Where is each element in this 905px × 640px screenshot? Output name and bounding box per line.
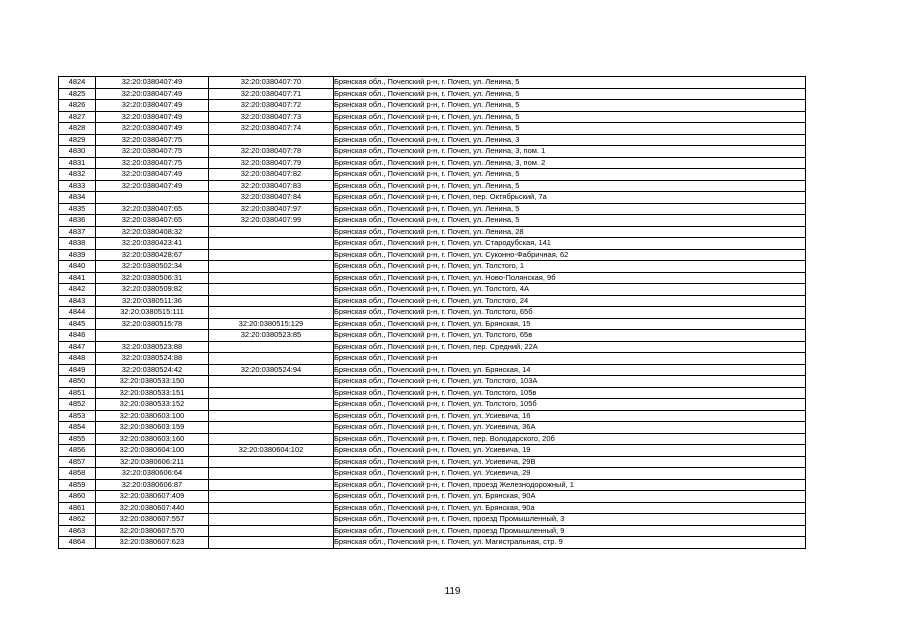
row-number-cell: 4828: [59, 123, 96, 135]
table-row: [59, 376, 806, 388]
address-cell: Брянская обл., Почепский р-н, г. Почеп, ул. Ленина, 5: [334, 123, 806, 135]
row-number-cell: 4850: [59, 376, 96, 388]
cadastral-number-cell: 32:20:0380524:42: [96, 364, 209, 376]
cadastral-number-cell: 32:20:0380407:49: [96, 123, 209, 135]
address-cell: Брянская обл., Почепский р-н, г. Почеп, проезд Промышленный, 3: [334, 514, 806, 526]
object-cadastral-number-cell: 32:20:0380523:85: [209, 330, 334, 342]
object-cadastral-number-cell: [209, 456, 334, 468]
cadastral-number-cell: 32:20:0380428:67: [96, 249, 209, 261]
row-number-cell: 4825: [59, 88, 96, 100]
address-cell: Брянская обл., Почепский р-н, г. Почеп, ул. Толстого, 103А: [334, 376, 806, 388]
cadastral-number-cell: 32:20:0380523:88: [96, 341, 209, 353]
row-number-cell: 4854: [59, 422, 96, 434]
row-number-cell: 4860: [59, 491, 96, 503]
address-cell: Брянская обл., Почепский р-н, г. Почеп, ул. Ленина, 5: [334, 215, 806, 227]
object-cadastral-number-cell: [209, 514, 334, 526]
address-cell: Брянская обл., Почепский р-н, г. Почеп, ул. Ленина, 5: [334, 100, 806, 112]
row-number-cell: 4833: [59, 180, 96, 192]
table-row: [59, 134, 806, 146]
row-number-cell: 4834: [59, 192, 96, 204]
object-cadastral-number-cell: [209, 226, 334, 238]
row-number-cell: 4827: [59, 111, 96, 123]
table-row: [59, 387, 806, 399]
row-number-cell: 4843: [59, 295, 96, 307]
object-cadastral-number-cell: [209, 387, 334, 399]
object-cadastral-number-cell: [209, 399, 334, 411]
table-row: [59, 192, 806, 204]
cadastral-number-cell: 32:20:0380603:160: [96, 433, 209, 445]
table-row: [59, 537, 806, 549]
address-cell: Брянская обл., Почепский р-н, г. Почеп, ул. Ленина, 3: [334, 134, 806, 146]
object-cadastral-number-cell: [209, 238, 334, 250]
row-number-cell: 4842: [59, 284, 96, 296]
table-row: [59, 203, 806, 215]
table-row: [59, 468, 806, 480]
row-number-cell: 4826: [59, 100, 96, 112]
cadastral-number-cell: 32:20:0380407:65: [96, 203, 209, 215]
row-number-cell: 4841: [59, 272, 96, 284]
cadastral-number-cell: 32:20:0380407:75: [96, 134, 209, 146]
address-cell: Брянская обл., Почепский р-н, г. Почеп, ул. Толстого, 1: [334, 261, 806, 273]
address-cell: Брянская обл., Почепский р-н, г. Почеп, ул. Усиевича, 36А: [334, 422, 806, 434]
address-cell: Брянская обл., Почепский р-н, г. Почеп, ул. Ленина, 5: [334, 111, 806, 123]
address-cell: Брянская обл., Почепский р-н, г. Почеп, ул. Толстого, 24: [334, 295, 806, 307]
table-row: [59, 491, 806, 503]
table-row: [59, 364, 806, 376]
table-row: [59, 479, 806, 491]
row-number-cell: 4856: [59, 445, 96, 457]
table-row: [59, 456, 806, 468]
table-row: [59, 295, 806, 307]
registry-table-body: [59, 77, 806, 549]
table-row: [59, 238, 806, 250]
table-row: [59, 77, 806, 89]
table-row: [59, 445, 806, 457]
address-cell: Брянская обл., Почепский р-н, г. Почеп, ул. Толстого, 105б: [334, 399, 806, 411]
table-row: [59, 399, 806, 411]
object-cadastral-number-cell: [209, 353, 334, 365]
address-cell: Брянская обл., Почепский р-н, г. Почеп, ул. Брянская, 90а: [334, 502, 806, 514]
object-cadastral-number-cell: 32:20:0380604:102: [209, 445, 334, 457]
address-cell: Брянская обл., Почепский р-н, г. Почеп, ул. Суконно-Фабричная, 62: [334, 249, 806, 261]
table-row: [59, 146, 806, 158]
row-number-cell: 4849: [59, 364, 96, 376]
address-cell: Брянская обл., Почепский р-н, г. Почеп, ул. Стародубская, 141: [334, 238, 806, 250]
cadastral-number-cell: 32:20:0380607:557: [96, 514, 209, 526]
cadastral-number-cell: 32:20:0380606:87: [96, 479, 209, 491]
row-number-cell: 4859: [59, 479, 96, 491]
row-number-cell: 4862: [59, 514, 96, 526]
cadastral-number-cell: 32:20:0380407:49: [96, 180, 209, 192]
object-cadastral-number-cell: [209, 410, 334, 422]
address-cell: Брянская обл., Почепский р-н, г. Почеп, ул. Толстого, 105в: [334, 387, 806, 399]
row-number-cell: 4844: [59, 307, 96, 319]
cadastral-number-cell: 32:20:0380407:49: [96, 169, 209, 181]
cadastral-number-cell: 32:20:0380604:100: [96, 445, 209, 457]
row-number-cell: 4846: [59, 330, 96, 342]
address-cell: Брянская обл., Почепский р-н, г. Почеп, ул. Брянская, 90А: [334, 491, 806, 503]
row-number-cell: 4837: [59, 226, 96, 238]
table-row: [59, 215, 806, 227]
object-cadastral-number-cell: [209, 468, 334, 480]
address-cell: Брянская обл., Почепский р-н, г. Почеп, пер. Володарского, 20б: [334, 433, 806, 445]
object-cadastral-number-cell: 32:20:0380407:71: [209, 88, 334, 100]
object-cadastral-number-cell: 32:20:0380407:73: [209, 111, 334, 123]
object-cadastral-number-cell: [209, 295, 334, 307]
cadastral-number-cell: 32:20:0380533:150: [96, 376, 209, 388]
cadastral-number-cell: 32:20:0380524:88: [96, 353, 209, 365]
address-cell: Брянская обл., Почепский р-н, г. Почеп, ул. Ленина, 5: [334, 77, 806, 89]
cadastral-number-cell: 32:20:0380607:440: [96, 502, 209, 514]
address-cell: Брянская обл., Почепский р-н, г. Почеп, проезд Промышленный, 9: [334, 525, 806, 537]
cadastral-number-cell: 32:20:0380515:78: [96, 318, 209, 330]
object-cadastral-number-cell: [209, 479, 334, 491]
property-registry-table: [58, 76, 806, 549]
row-number-cell: 4861: [59, 502, 96, 514]
row-number-cell: 4830: [59, 146, 96, 158]
cadastral-number-cell: 32:20:0380407:49: [96, 111, 209, 123]
address-cell: Брянская обл., Почепский р-н, г. Почеп, ул. Усиевича, 29В: [334, 456, 806, 468]
address-cell: Брянская обл., Почепский р-н, г. Почеп, ул. Ленина, 5: [334, 180, 806, 192]
cadastral-number-cell: [96, 330, 209, 342]
row-number-cell: 4848: [59, 353, 96, 365]
address-cell: Брянская обл., Почепский р-н, г. Почеп, ул. Усиевича, 29: [334, 468, 806, 480]
row-number-cell: 4852: [59, 399, 96, 411]
address-cell: Брянская обл., Почепский р-н, г. Почеп, ул. Толстого, 65в: [334, 330, 806, 342]
object-cadastral-number-cell: 32:20:0380407:74: [209, 123, 334, 135]
object-cadastral-number-cell: [209, 502, 334, 514]
cadastral-number-cell: 32:20:0380606:64: [96, 468, 209, 480]
object-cadastral-number-cell: [209, 422, 334, 434]
cadastral-number-cell: 32:20:0380607:409: [96, 491, 209, 503]
row-number-cell: 4824: [59, 77, 96, 89]
address-cell: Брянская обл., Почепский р-н, г. Почеп, ул. Ново-Полянская, 9б: [334, 272, 806, 284]
row-number-cell: 4839: [59, 249, 96, 261]
object-cadastral-number-cell: 32:20:0380407:79: [209, 157, 334, 169]
object-cadastral-number-cell: 32:20:0380407:97: [209, 203, 334, 215]
row-number-cell: 4863: [59, 525, 96, 537]
table-row: [59, 261, 806, 273]
table-row: [59, 353, 806, 365]
cadastral-number-cell: 32:20:0380511:36: [96, 295, 209, 307]
cadastral-number-cell: 32:20:0380506:31: [96, 272, 209, 284]
address-cell: Брянская обл., Почепский р-н, г. Почеп, пер. Средний, 22А: [334, 341, 806, 353]
row-number-cell: 4829: [59, 134, 96, 146]
address-cell: Брянская обл., Почепский р-н, г. Почеп, ул. Ленина, 5: [334, 169, 806, 181]
address-cell: Брянская обл., Почепский р-н: [334, 353, 806, 365]
address-cell: Брянская обл., Почепский р-н, г. Почеп, ул. Ленина, 3, пом. 2: [334, 157, 806, 169]
object-cadastral-number-cell: 32:20:0380407:84: [209, 192, 334, 204]
address-cell: Брянская обл., Почепский р-н, г. Почеп, проезд Железнодорожный, 1: [334, 479, 806, 491]
cadastral-number-cell: 32:20:0380603:159: [96, 422, 209, 434]
table-row: [59, 502, 806, 514]
table-row: [59, 157, 806, 169]
object-cadastral-number-cell: [209, 537, 334, 549]
object-cadastral-number-cell: [209, 249, 334, 261]
address-cell: Брянская обл., Почепский р-н, г. Почеп, ул. Магистральная, стр. 9: [334, 537, 806, 549]
table-row: [59, 525, 806, 537]
row-number-cell: 4836: [59, 215, 96, 227]
object-cadastral-number-cell: 32:20:0380407:99: [209, 215, 334, 227]
address-cell: Брянская обл., Почепский р-н, г. Почеп, ул. Ленина, 3, пом. 1: [334, 146, 806, 158]
row-number-cell: 4853: [59, 410, 96, 422]
address-cell: Брянская обл., Почепский р-н, г. Почеп, ул. Толстого, 65б: [334, 307, 806, 319]
table-row: [59, 422, 806, 434]
object-cadastral-number-cell: 32:20:0380515:129: [209, 318, 334, 330]
cadastral-number-cell: 32:20:0380407:49: [96, 88, 209, 100]
row-number-cell: 4864: [59, 537, 96, 549]
address-cell: Брянская обл., Почепский р-н, г. Почеп, ул. Брянская, 15: [334, 318, 806, 330]
row-number-cell: 4845: [59, 318, 96, 330]
table-row: [59, 249, 806, 261]
page-number: 119: [444, 586, 461, 597]
table-row: [59, 180, 806, 192]
table-row: [59, 433, 806, 445]
table-row: [59, 272, 806, 284]
cadastral-number-cell: 32:20:0380606:211: [96, 456, 209, 468]
object-cadastral-number-cell: 32:20:0380407:70: [209, 77, 334, 89]
cadastral-number-cell: 32:20:0380603:100: [96, 410, 209, 422]
cadastral-number-cell: 32:20:0380408:32: [96, 226, 209, 238]
address-cell: Брянская обл., Почепский р-н, г. Почеп, ул. Ленина, 28: [334, 226, 806, 238]
cadastral-number-cell: 32:20:0380502:34: [96, 261, 209, 273]
table-row: [59, 514, 806, 526]
object-cadastral-number-cell: [209, 491, 334, 503]
object-cadastral-number-cell: [209, 433, 334, 445]
table-row: [59, 318, 806, 330]
table-row: [59, 341, 806, 353]
object-cadastral-number-cell: [209, 376, 334, 388]
cadastral-number-cell: 32:20:0380607:623: [96, 537, 209, 549]
cadastral-number-cell: 32:20:0380423:41: [96, 238, 209, 250]
cadastral-number-cell: 32:20:0380407:49: [96, 77, 209, 89]
cadastral-number-cell: 32:20:0380509:82: [96, 284, 209, 296]
row-number-cell: 4832: [59, 169, 96, 181]
object-cadastral-number-cell: [209, 261, 334, 273]
row-number-cell: 4857: [59, 456, 96, 468]
address-cell: Брянская обл., Почепский р-н, г. Почеп, пер. Октябрьский, 7а: [334, 192, 806, 204]
object-cadastral-number-cell: [209, 307, 334, 319]
cadastral-number-cell: 32:20:0380407:65: [96, 215, 209, 227]
address-cell: Брянская обл., Почепский р-н, г. Почеп, ул. Ленина, 5: [334, 203, 806, 215]
object-cadastral-number-cell: [209, 284, 334, 296]
row-number-cell: 4831: [59, 157, 96, 169]
cadastral-number-cell: 32:20:0380407:75: [96, 157, 209, 169]
address-cell: Брянская обл., Почепский р-н, г. Почеп, ул. Усиевича, 16: [334, 410, 806, 422]
object-cadastral-number-cell: 32:20:0380407:83: [209, 180, 334, 192]
cadastral-number-cell: 32:20:0380533:152: [96, 399, 209, 411]
address-cell: Брянская обл., Почепский р-н, г. Почеп, ул. Ленина, 5: [334, 88, 806, 100]
table-row: [59, 307, 806, 319]
row-number-cell: 4840: [59, 261, 96, 273]
table-row: [59, 88, 806, 100]
cadastral-number-cell: 32:20:0380407:49: [96, 100, 209, 112]
table-row: [59, 123, 806, 135]
object-cadastral-number-cell: [209, 134, 334, 146]
cadastral-number-cell: 32:20:0380515:111: [96, 307, 209, 319]
object-cadastral-number-cell: [209, 341, 334, 353]
object-cadastral-number-cell: 32:20:0380524:94: [209, 364, 334, 376]
address-cell: Брянская обл., Почепский р-н, г. Почеп, ул. Толстого, 4А: [334, 284, 806, 296]
row-number-cell: 4835: [59, 203, 96, 215]
cadastral-number-cell: [96, 192, 209, 204]
object-cadastral-number-cell: 32:20:0380407:82: [209, 169, 334, 181]
table-row: [59, 111, 806, 123]
row-number-cell: 4851: [59, 387, 96, 399]
cadastral-number-cell: 32:20:0380533:151: [96, 387, 209, 399]
cadastral-number-cell: 32:20:0380607:570: [96, 525, 209, 537]
table-row: [59, 100, 806, 112]
row-number-cell: 4855: [59, 433, 96, 445]
address-cell: Брянская обл., Почепский р-н, г. Почеп, ул. Брянская, 14: [334, 364, 806, 376]
table-row: [59, 284, 806, 296]
row-number-cell: 4858: [59, 468, 96, 480]
object-cadastral-number-cell: [209, 525, 334, 537]
table-row: [59, 169, 806, 181]
table-row: [59, 410, 806, 422]
cadastral-number-cell: 32:20:0380407:75: [96, 146, 209, 158]
object-cadastral-number-cell: 32:20:0380407:72: [209, 100, 334, 112]
address-cell: Брянская обл., Почепский р-н, г. Почеп, ул. Усиевича, 19: [334, 445, 806, 457]
table-row: [59, 226, 806, 238]
row-number-cell: 4838: [59, 238, 96, 250]
row-number-cell: 4847: [59, 341, 96, 353]
object-cadastral-number-cell: 32:20:0380407:78: [209, 146, 334, 158]
table-row: [59, 330, 806, 342]
object-cadastral-number-cell: [209, 272, 334, 284]
